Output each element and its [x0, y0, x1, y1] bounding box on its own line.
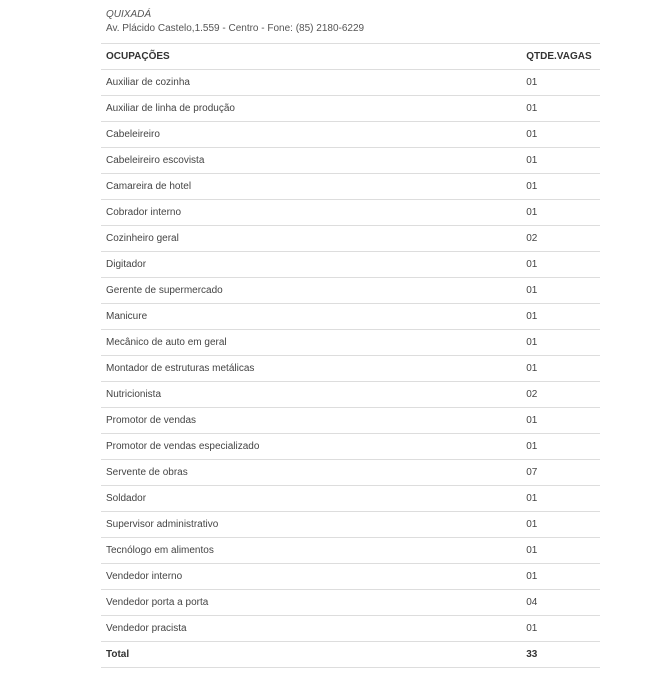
table-row [101, 564, 600, 590]
quantity-cell: 01 [520, 200, 600, 226]
city-name: QUIXADÁ [106, 9, 152, 20]
occupation-cell: Digitador [101, 252, 520, 278]
table-row [101, 616, 600, 642]
table-row [101, 356, 600, 382]
quantity-cell: 01 [520, 304, 600, 330]
quantity-cell: 01 [520, 252, 600, 278]
occupation-cell: Tecnólogo em alimentos [101, 538, 520, 564]
column-header-quantity: QTDE.VAGAS [520, 44, 600, 70]
table-row [101, 226, 600, 252]
occupation-cell: Camareira de hotel [101, 174, 520, 200]
quantity-cell: 01 [520, 96, 600, 122]
table-row [101, 460, 600, 486]
quantity-cell: 01 [520, 512, 600, 538]
quantity-cell: 01 [520, 486, 600, 512]
quantity-cell: 01 [520, 408, 600, 434]
table-row [101, 486, 600, 512]
occupation-cell: Gerente de supermercado [101, 278, 520, 304]
occupation-cell: Soldador [101, 486, 520, 512]
table-row [101, 330, 600, 356]
total-quantity: 33 [520, 642, 600, 668]
quantity-cell: 02 [520, 382, 600, 408]
table-row [101, 382, 600, 408]
quantity-cell: 01 [520, 356, 600, 382]
table-row [101, 512, 600, 538]
occupation-cell: Nutricionista [101, 382, 520, 408]
occupation-cell: Auxiliar de cozinha [101, 70, 520, 96]
vacancies-table [101, 43, 600, 668]
occupation-cell: Cozinheiro geral [101, 226, 520, 252]
quantity-cell: 01 [520, 174, 600, 200]
quantity-cell: 01 [520, 70, 600, 96]
occupation-cell: Cabeleireiro [101, 122, 520, 148]
table-row [101, 434, 600, 460]
quantity-cell: 02 [520, 226, 600, 252]
total-row [101, 642, 600, 668]
quantity-cell: 01 [520, 538, 600, 564]
table-row [101, 122, 600, 148]
table-row [101, 200, 600, 226]
table-body [101, 70, 600, 642]
occupation-cell: Promotor de vendas especializado [101, 434, 520, 460]
table-row [101, 590, 600, 616]
quantity-cell: 01 [520, 330, 600, 356]
occupation-cell: Manicure [101, 304, 520, 330]
occupation-cell: Auxiliar de linha de produção [101, 96, 520, 122]
column-header-occupations: OCUPAÇÕES [101, 44, 520, 70]
total-label: Total [101, 642, 520, 668]
table-row [101, 96, 600, 122]
occupation-cell: Cabeleireiro escovista [101, 148, 520, 174]
occupation-cell: Promotor de vendas [101, 408, 520, 434]
occupation-cell: Mecânico de auto em geral [101, 330, 520, 356]
occupation-cell: Supervisor administrativo [101, 512, 520, 538]
quantity-cell: 01 [520, 148, 600, 174]
quantity-cell: 01 [520, 564, 600, 590]
table-row [101, 278, 600, 304]
content-container [101, 8, 600, 668]
occupation-cell: Servente de obras [101, 460, 520, 486]
quantity-cell: 04 [520, 590, 600, 616]
table-row [101, 70, 600, 96]
quantity-cell: 01 [520, 122, 600, 148]
occupation-cell: Cobrador interno [101, 200, 520, 226]
table-row [101, 148, 600, 174]
table-header-row [101, 44, 600, 70]
occupation-cell: Vendedor interno [101, 564, 520, 590]
quantity-cell: 01 [520, 434, 600, 460]
address-line: Av. Plácido Castelo,1.559 - Centro - Fone: (85) 2180-6229 [106, 23, 365, 34]
table-row [101, 538, 600, 564]
occupation-cell: Vendedor pracista [101, 616, 520, 642]
table-row [101, 252, 600, 278]
table-row [101, 304, 600, 330]
occupation-cell: Vendedor porta a porta [101, 590, 520, 616]
table-row [101, 174, 600, 200]
table-row [101, 408, 600, 434]
quantity-cell: 07 [520, 460, 600, 486]
occupation-cell: Montador de estruturas metálicas [101, 356, 520, 382]
quantity-cell: 01 [520, 278, 600, 304]
quantity-cell: 01 [520, 616, 600, 642]
